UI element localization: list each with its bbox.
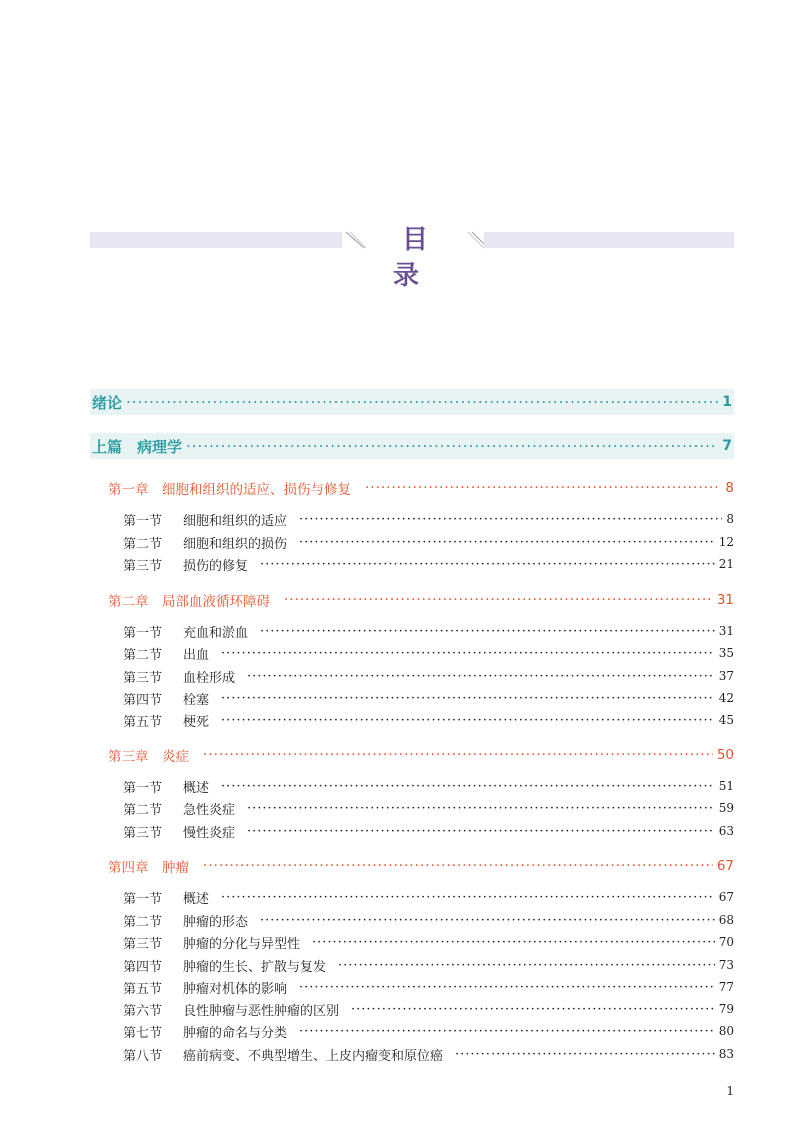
section-number: 第三节 [123, 558, 163, 574]
section-number: 第六节 [123, 1003, 163, 1019]
leader-dots [221, 779, 715, 794]
toc-section-entry[interactable] [123, 888, 734, 906]
entry-page-number: 42 [718, 691, 734, 705]
toc-section-entry[interactable] [123, 510, 734, 528]
entry-title: 第一章 细胞和组织的适应、损伤与修复 [108, 482, 351, 498]
leader-dots [247, 824, 715, 839]
leader-dots [312, 935, 715, 950]
leader-dots [299, 512, 722, 527]
entry-title: 良性肿瘤与恶性肿瘤的区别 [183, 1003, 340, 1019]
toc-section-entry[interactable] [123, 911, 734, 929]
entry-page-number: 67 [718, 890, 734, 904]
section-number: 第二节 [123, 802, 163, 818]
entry-title: 急性炎症 [183, 802, 236, 818]
leader-dots [299, 535, 715, 550]
entry-page-number: 45 [718, 713, 734, 727]
header-band-left [90, 232, 342, 248]
leader-dots [284, 592, 713, 608]
toc-section-entry[interactable] [123, 533, 734, 551]
entry-page-number: 83 [718, 1047, 734, 1061]
entry-page-number: 51 [718, 779, 734, 793]
toc-section-entry[interactable] [123, 555, 734, 573]
header-band-right [484, 232, 734, 248]
entry-page-number: 8 [725, 480, 734, 496]
entry-title: 慢性炎症 [183, 825, 236, 841]
toc-part-entry[interactable] [90, 433, 734, 459]
section-number: 第三节 [123, 670, 163, 686]
toc-section-entry[interactable] [123, 711, 734, 729]
toc-chapter-entry[interactable] [108, 590, 734, 610]
leader-dots [203, 747, 713, 763]
leader-dots [299, 980, 715, 995]
entry-page-number: 37 [718, 669, 734, 683]
toc-section-entry[interactable] [123, 1000, 734, 1018]
entry-title: 概述 [183, 891, 210, 907]
section-number: 第四节 [123, 692, 163, 708]
entry-page-number: 21 [718, 557, 734, 571]
leader-dots [338, 958, 715, 973]
leader-dots [260, 624, 715, 639]
entry-page-number: 73 [718, 958, 734, 972]
leader-dots [221, 646, 715, 661]
entry-title: 绪论 [92, 393, 123, 412]
entry-title: 肿瘤的形态 [183, 914, 249, 930]
entry-title: 栓塞 [183, 692, 210, 708]
entry-title: 肿瘤的命名与分类 [183, 1025, 288, 1041]
toc-section-entry[interactable] [123, 799, 734, 817]
section-number: 第四节 [123, 959, 163, 975]
entry-page-number: 1 [722, 394, 732, 410]
entry-page-number: 59 [718, 801, 734, 815]
leader-dots [221, 713, 715, 728]
entry-title: 第二章 局部血液循环障碍 [108, 594, 270, 610]
entry-page-number: 31 [716, 592, 734, 608]
entry-title: 细胞和组织的适应 [183, 513, 288, 529]
entry-page-number: 12 [718, 535, 734, 549]
entry-title: 第四章 肿瘤 [108, 860, 189, 876]
entry-title: 损伤的修复 [183, 558, 249, 574]
entry-title: 肿瘤的生长、扩散与复发 [183, 959, 327, 975]
entry-title: 癌前病变、不典型增生、上皮内瘤变和原位癌 [183, 1048, 444, 1064]
entry-page-number: 50 [716, 747, 734, 763]
leader-dots [365, 480, 721, 496]
leader-dots [221, 691, 715, 706]
section-number: 第二节 [123, 536, 163, 552]
section-number: 第二节 [123, 647, 163, 663]
toc-chapter-entry[interactable] [108, 745, 734, 765]
entry-title: 血栓形成 [183, 670, 236, 686]
toc-section-entry[interactable] [123, 956, 734, 974]
section-number: 第二节 [123, 914, 163, 930]
page-number: 1 [726, 1084, 734, 1098]
section-number: 第五节 [123, 714, 163, 730]
section-number: 第七节 [123, 1025, 163, 1041]
entry-page-number: 7 [722, 438, 732, 454]
leader-dots [221, 890, 715, 905]
entry-title: 肿瘤对机体的影响 [183, 981, 288, 997]
toc-section-entry[interactable] [123, 777, 734, 795]
entry-page-number: 70 [718, 935, 734, 949]
section-number: 第三节 [123, 825, 163, 841]
toc-section-entry[interactable] [123, 667, 734, 685]
section-number: 第八节 [123, 1048, 163, 1064]
leader-dots [260, 913, 715, 928]
entry-title: 出血 [183, 647, 210, 663]
entry-title: 上篇 病理学 [92, 437, 183, 456]
leader-dots [455, 1047, 715, 1062]
section-number: 第一节 [123, 780, 163, 796]
entry-page-number: 67 [716, 858, 734, 874]
entry-page-number: 68 [718, 913, 734, 927]
toc-header [90, 222, 734, 291]
entry-page-number: 8 [726, 512, 734, 526]
entry-title: 梗死 [183, 714, 210, 730]
section-number: 第三节 [123, 936, 163, 952]
toc-chapter-entry[interactable] [108, 856, 734, 876]
leader-dots [186, 437, 718, 455]
section-number: 第一节 [123, 513, 163, 529]
toc-chapter-entry[interactable] [108, 478, 734, 498]
section-number: 第一节 [123, 625, 163, 641]
leader-dots [247, 801, 715, 816]
leader-dots [260, 557, 715, 572]
section-number: 第一节 [123, 891, 163, 907]
toc-section-entry[interactable] [123, 644, 734, 662]
leader-dots [299, 1024, 715, 1039]
toc-title: 目 录 [392, 225, 446, 291]
toc-section-entry[interactable] [123, 1045, 734, 1063]
leader-dots [351, 1002, 715, 1017]
entry-page-number: 77 [718, 980, 734, 994]
leader-dots [126, 393, 718, 411]
entry-page-number: 80 [718, 1024, 734, 1038]
entry-page-number: 63 [718, 824, 734, 838]
entry-page-number: 35 [718, 646, 734, 660]
entry-title: 细胞和组织的损伤 [183, 536, 288, 552]
section-number: 第五节 [123, 981, 163, 997]
toc-section-entry[interactable] [123, 689, 734, 707]
entry-title: 概述 [183, 780, 210, 796]
entry-page-number: 79 [718, 1002, 734, 1016]
entry-page-number: 31 [718, 624, 734, 638]
entry-title: 充血和淤血 [183, 625, 249, 641]
leader-dots [203, 858, 713, 874]
toc-section-entry[interactable] [123, 822, 734, 840]
toc-section-entry[interactable] [123, 622, 734, 640]
toc-section-entry[interactable] [123, 1022, 734, 1040]
toc-section-entry[interactable] [123, 978, 734, 996]
toc-section-entry[interactable] [123, 933, 734, 951]
toc-part-entry[interactable] [90, 389, 734, 415]
entry-title: 第三章 炎症 [108, 749, 189, 765]
entry-title: 肿瘤的分化与异型性 [183, 936, 301, 952]
leader-dots [247, 669, 715, 684]
